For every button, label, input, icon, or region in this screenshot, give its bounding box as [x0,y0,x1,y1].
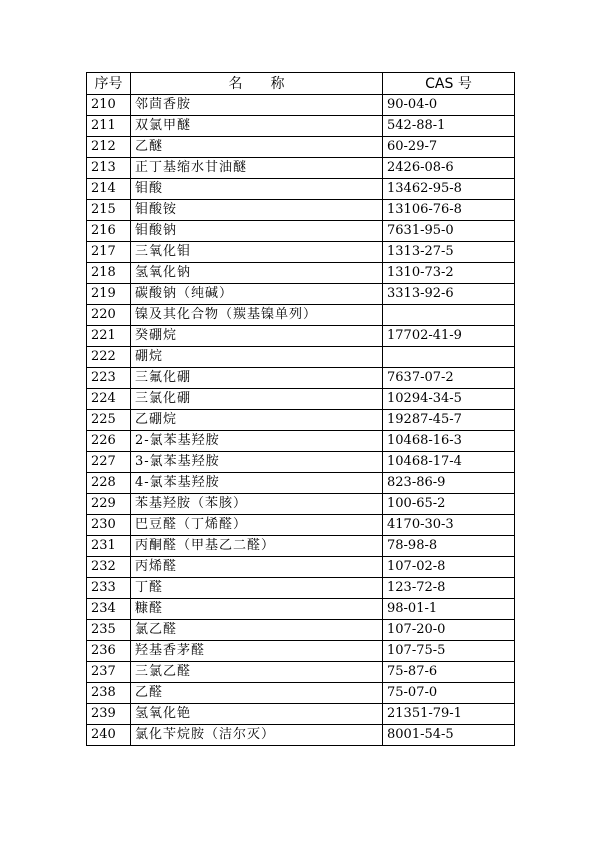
row-cas-number: 4170-30-3 [383,515,515,536]
row-cas-number: 19287-45-7 [383,410,515,431]
row-name: 乙醛 [131,683,383,704]
table-row [87,158,515,179]
table-row [87,725,515,746]
table-row [87,578,515,599]
row-number: 225 [87,410,131,431]
row-cas-number: 8001-54-5 [383,725,515,746]
row-name: 癸硼烷 [131,326,383,347]
row-number: 234 [87,599,131,620]
row-cas-number: 2426-08-6 [383,158,515,179]
row-name: 巴豆醛（丁烯醛） [131,515,383,536]
row-name: 碳酸钠（纯碱） [131,284,383,305]
row-name: 氯乙醛 [131,620,383,641]
row-number: 220 [87,305,131,326]
row-number: 217 [87,242,131,263]
row-name: 钼酸钠 [131,221,383,242]
row-number: 237 [87,662,131,683]
row-name: 三氧化钼 [131,242,383,263]
row-name: 正丁基缩水甘油醚 [131,158,383,179]
row-name: 邻茴香胺 [131,95,383,116]
table-row [87,179,515,200]
row-name: 丙酮醛（甲基乙二醛） [131,536,383,557]
table-row [87,263,515,284]
table-row [87,599,515,620]
table-row [87,368,515,389]
row-number: 223 [87,368,131,389]
table-row [87,95,515,116]
row-number: 226 [87,431,131,452]
row-name: 2-氯苯基羟胺 [131,431,383,452]
row-cas-number: 98-01-1 [383,599,515,620]
row-number: 212 [87,137,131,158]
row-name: 4-氯苯基羟胺 [131,473,383,494]
header-name: 名 称 [131,73,383,95]
row-cas-number: 7637-07-2 [383,368,515,389]
row-number: 224 [87,389,131,410]
row-number: 239 [87,704,131,725]
table-header-row [87,73,515,95]
row-name: 三氯化硼 [131,389,383,410]
row-cas-number: 10294-34-5 [383,389,515,410]
header-cas: CAS 号 [383,73,515,95]
row-name: 氢氧化铯 [131,704,383,725]
row-cas-number: 107-02-8 [383,557,515,578]
row-number: 230 [87,515,131,536]
row-cas-number: 100-65-2 [383,494,515,515]
row-cas-number: 17702-41-9 [383,326,515,347]
row-number: 211 [87,116,131,137]
row-name: 丙烯醛 [131,557,383,578]
row-cas-number: 107-75-5 [383,641,515,662]
row-name: 糠醛 [131,599,383,620]
table-row [87,620,515,641]
row-cas-number: 1313-27-5 [383,242,515,263]
table-row [87,641,515,662]
row-name: 三氯乙醛 [131,662,383,683]
table-row [87,494,515,515]
row-number: 213 [87,158,131,179]
table-row [87,536,515,557]
row-number: 228 [87,473,131,494]
table-row [87,347,515,368]
row-cas-number: 75-07-0 [383,683,515,704]
row-cas-number: 78-98-8 [383,536,515,557]
table-row [87,200,515,221]
row-name: 镍及其化合物（羰基镍单列） [131,305,383,326]
row-name: 三氟化硼 [131,368,383,389]
row-name: 丁醛 [131,578,383,599]
table-row [87,704,515,725]
row-cas-number: 75-87-6 [383,662,515,683]
row-cas-number: 107-20-0 [383,620,515,641]
table-row [87,557,515,578]
row-cas-number: 823-86-9 [383,473,515,494]
table-row [87,452,515,473]
row-number: 216 [87,221,131,242]
row-cas-number: 1310-73-2 [383,263,515,284]
row-cas-number [383,305,515,326]
row-cas-number: 13106-76-8 [383,200,515,221]
row-cas-number: 123-72-8 [383,578,515,599]
row-number: 222 [87,347,131,368]
row-cas-number [383,347,515,368]
row-cas-number: 60-29-7 [383,137,515,158]
table-row [87,473,515,494]
row-number: 214 [87,179,131,200]
row-number: 219 [87,284,131,305]
row-name: 氢氧化钠 [131,263,383,284]
table-row [87,284,515,305]
table-row [87,410,515,431]
table-row [87,431,515,452]
row-cas-number: 3313-92-6 [383,284,515,305]
row-cas-number: 90-04-0 [383,95,515,116]
row-number: 235 [87,620,131,641]
row-number: 232 [87,557,131,578]
row-number: 210 [87,95,131,116]
row-number: 227 [87,452,131,473]
row-cas-number: 10468-17-4 [383,452,515,473]
row-name: 钼酸铵 [131,200,383,221]
row-cas-number: 7631-95-0 [383,221,515,242]
row-number: 231 [87,536,131,557]
row-number: 238 [87,683,131,704]
table-row [87,515,515,536]
row-number: 233 [87,578,131,599]
table-row [87,389,515,410]
row-name: 羟基香茅醛 [131,641,383,662]
table-body [87,95,515,746]
row-number: 236 [87,641,131,662]
row-name: 乙硼烷 [131,410,383,431]
table-row [87,662,515,683]
row-number: 215 [87,200,131,221]
row-name: 乙醚 [131,137,383,158]
table-row [87,683,515,704]
row-name: 双氯甲醚 [131,116,383,137]
row-name: 硼烷 [131,347,383,368]
table-row [87,116,515,137]
header-number: 序号 [87,73,131,95]
row-number: 218 [87,263,131,284]
row-cas-number: 10468-16-3 [383,431,515,452]
row-cas-number: 542-88-1 [383,116,515,137]
table-row [87,326,515,347]
table-row [87,242,515,263]
row-cas-number: 13462-95-8 [383,179,515,200]
row-number: 240 [87,725,131,746]
row-name: 钼酸 [131,179,383,200]
table-row [87,221,515,242]
table-row [87,305,515,326]
table-row [87,137,515,158]
row-cas-number: 21351-79-1 [383,704,515,725]
row-number: 221 [87,326,131,347]
row-name: 苯基羟胺（苯胲） [131,494,383,515]
row-name: 3-氯苯基羟胺 [131,452,383,473]
row-number: 229 [87,494,131,515]
row-name: 氯化苄烷胺（洁尔灭） [131,725,383,746]
chemical-cas-table [86,72,515,746]
